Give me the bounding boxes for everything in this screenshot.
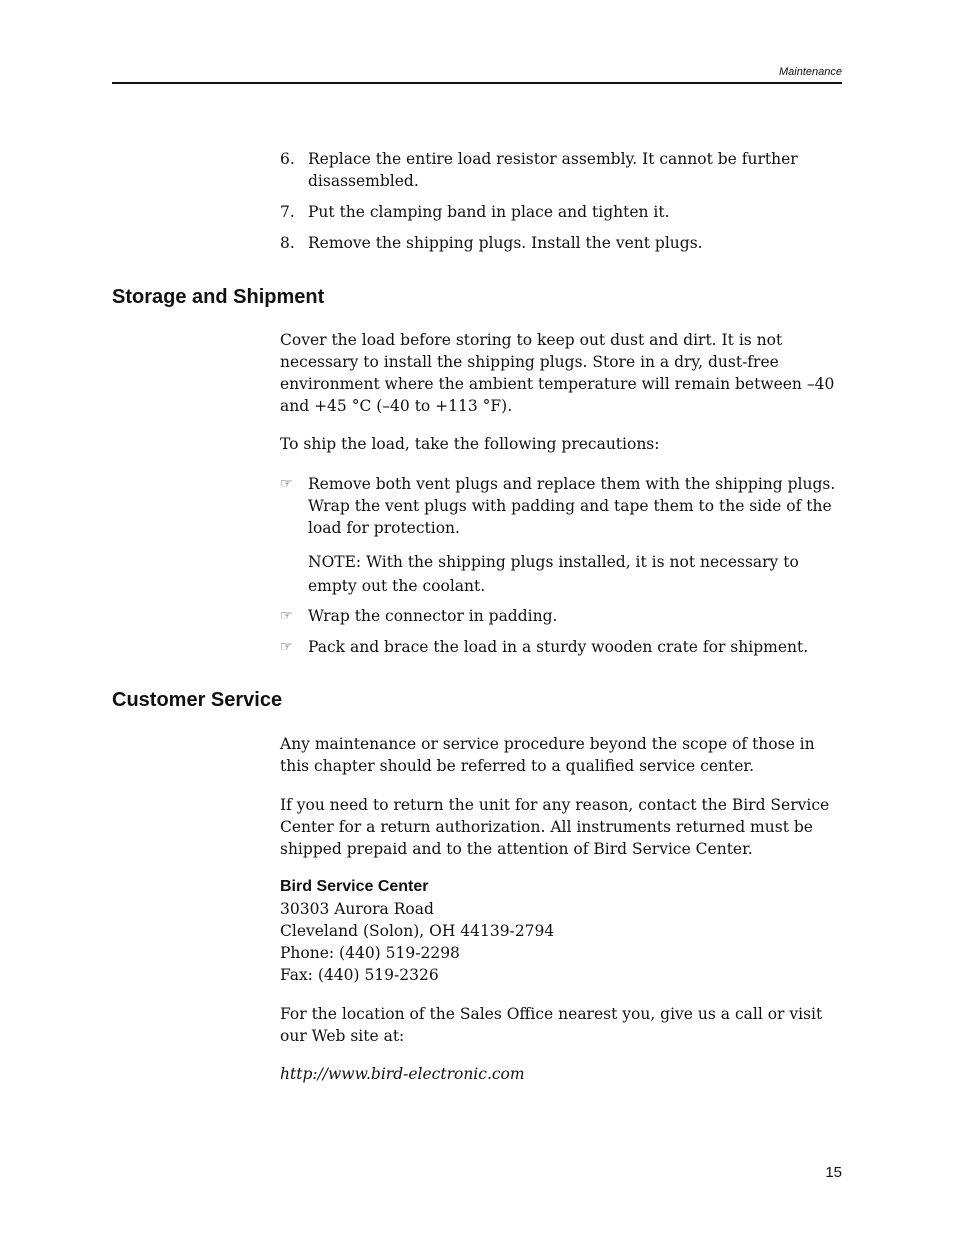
page-number: 15	[825, 1164, 842, 1181]
pointing-hand-icon: ☞	[280, 476, 293, 492]
service-paragraph: Any maintenance or service procedure beyond the scope of those in this chapter should be referred to a qualified service center.	[280, 735, 815, 775]
note: NOTE: With the shipping plugs installed, it is not necessary to empty out the coolant.	[308, 553, 799, 595]
step-text: Remove the shipping plugs. Install the vent plugs.	[308, 234, 703, 252]
header-rule	[112, 82, 842, 84]
service-paragraph: If you need to return the unit for any reason, contact the Bird Service Center for a return authorization. All instruments returned must be shipped prepaid and to the attention of Bird Service Center.	[280, 796, 830, 858]
bullet-item	[280, 605, 842, 627]
phone-number: Phone: (440) 519-2298	[280, 944, 460, 962]
section-heading-storage: Storage and Shipment	[112, 286, 325, 308]
bullet-text: Wrap the connector in padding.	[308, 607, 558, 625]
bullet-text: Remove both vent plugs and replace them with the shipping plugs. Wrap the vent plugs with padding and tape them to the side of the load for protection.	[308, 475, 836, 537]
step-text: Put the clamping band in place and tighten it.	[308, 203, 670, 221]
pointing-hand-icon: ☞	[280, 608, 293, 624]
pointing-hand-icon: ☞	[280, 639, 293, 655]
bullet-item	[280, 636, 842, 658]
section-heading-service: Customer Service	[112, 689, 283, 711]
step-number: 6.	[280, 150, 295, 168]
bullet-text: Pack and brace the load in a sturdy wooden crate for shipment.	[308, 638, 809, 656]
step-item	[280, 201, 842, 223]
step-item	[280, 232, 842, 254]
address-line: 30303 Aurora Road	[280, 900, 434, 918]
address-line: Cleveland (Solon), OH 44139-2794	[280, 922, 555, 940]
service-center-name: Bird Service Center	[280, 878, 429, 895]
storage-paragraph: Cover the load before storing to keep out dust and dirt. It is not necessary to install the shipping plugs. Store in a dry, dust-free environment where the ambient temperature will remain between –40 and +45 °C (–40 to +113 °F).	[280, 331, 835, 415]
step-number: 7.	[280, 203, 295, 221]
step-number: 8.	[280, 234, 295, 252]
address-block	[280, 876, 842, 986]
website-link[interactable]: http://www.bird-electronic.com	[280, 1065, 525, 1083]
running-header: Maintenance	[779, 66, 842, 78]
steps-list	[280, 148, 842, 192]
bullet-list	[280, 473, 842, 539]
service-paragraph: For the location of the Sales Office nearest you, give us a call or visit our Web site at:	[280, 1005, 823, 1045]
storage-paragraph: To ship the load, take the following precautions:	[280, 435, 660, 453]
bullet-item	[280, 473, 842, 539]
step-text: Replace the entire load resistor assembly. It cannot be further disassembled.	[308, 150, 798, 190]
fax-number: Fax: (440) 519-2326	[280, 966, 439, 984]
step-item	[280, 148, 842, 192]
